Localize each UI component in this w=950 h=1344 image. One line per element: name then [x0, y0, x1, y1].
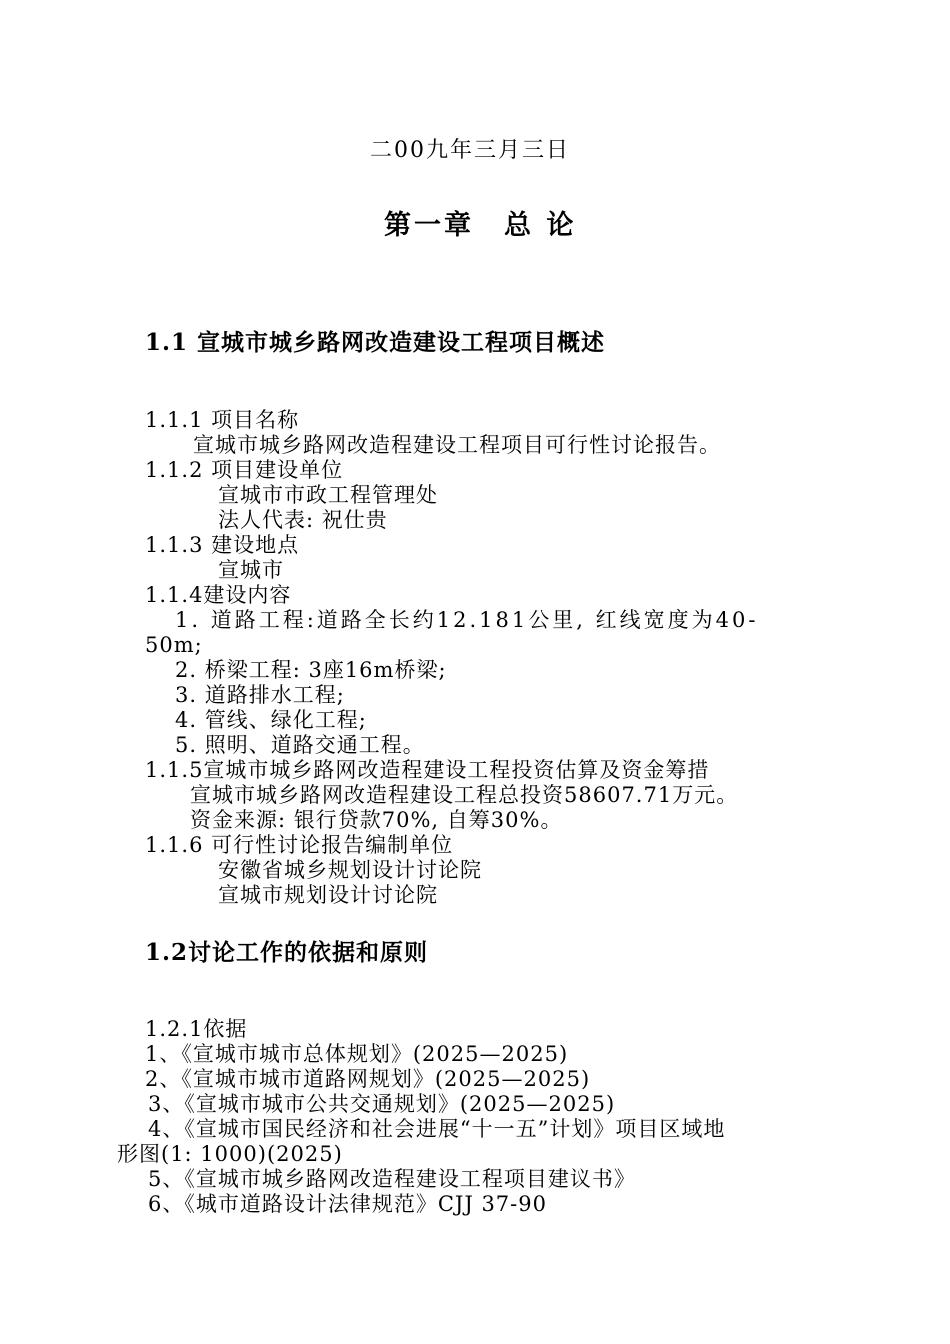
item-1-1-6-unit-1: 安徽省城乡规划设计讨论院 [218, 858, 482, 882]
reference-4-continued: 形图(1: 1000)(2025) [117, 1142, 343, 1166]
item-1-1-2-heading: 1.1.2 项目建设单位 [145, 458, 344, 482]
item-1-1-1-heading: 1.1.1 项目名称 [145, 408, 300, 432]
item-1-2-1-heading: 1.2.1依据 [145, 1017, 248, 1041]
list-item-5: 5. 照明、道路交通工程。 [175, 733, 425, 757]
list-item-2: 2. 桥梁工程: 3座16m桥梁; [175, 658, 447, 682]
item-1-1-5-heading: 1.1.5宣城市城乡路网改造程建设工程投资估算及资金筹措 [145, 758, 710, 782]
item-1-1-5-investment: 宣城市城乡路网改造程建设工程总投资58607.71万元。 [190, 783, 739, 807]
item-1-1-2-representative: 法人代表: 祝仕贵 [218, 508, 388, 532]
chapter-title: 第一章 总 论 [384, 210, 577, 241]
reference-3: 3、《宣城市城市公共交通规划》(2025—2025) [148, 1092, 616, 1116]
section-heading-1-1: 1.1 宣城市城乡路网改造建设工程项目概述 [145, 329, 606, 356]
list-item-4: 4. 管线、绿化工程; [175, 708, 367, 732]
reference-5: 5、《宣城市城乡路网改造程建设工程项目建议书》 [148, 1167, 636, 1191]
reference-6: 6、《城市道路设计法律规范》CJJ 37-90 [148, 1192, 547, 1216]
section-heading-1-2: 1.2讨论工作的依据和原则 [145, 939, 429, 966]
item-1-1-6-heading: 1.1.6 可行性讨论报告编制单位 [145, 833, 454, 857]
date-line: 二00九年三月三日 [370, 138, 570, 163]
list-item-1-continued: 50m; [145, 633, 203, 657]
reference-2: 2、《宣城市城市道路网规划》(2025—2025) [145, 1067, 591, 1091]
item-1-1-6-unit-2: 宣城市规划设计讨论院 [218, 883, 438, 907]
item-1-1-3-heading: 1.1.3 建设地点 [145, 533, 300, 557]
item-1-1-5-funding: 资金来源: 银行贷款70%, 自筹30%。 [190, 808, 563, 832]
item-1-1-2-unit: 宣城市市政工程管理处 [218, 483, 438, 507]
item-1-1-3-text: 宣城市 [218, 558, 284, 582]
reference-4: 4、《宣城市国民经济和社会进展“十一五”计划》项目区域地 [148, 1117, 726, 1141]
item-1-1-1-text: 宣城市城乡路网改造程建设工程项目可行性讨论报告。 [193, 433, 721, 457]
item-1-1-4-heading: 1.1.4建设内容 [145, 583, 292, 607]
list-item-1: 1. 道路工程:道路全长约12.181公里, 红线宽度为40- [175, 608, 759, 632]
list-item-3: 3. 道路排水工程; [175, 683, 345, 707]
reference-1: 1、《宣城市城市总体规划》(2025—2025) [145, 1042, 569, 1066]
